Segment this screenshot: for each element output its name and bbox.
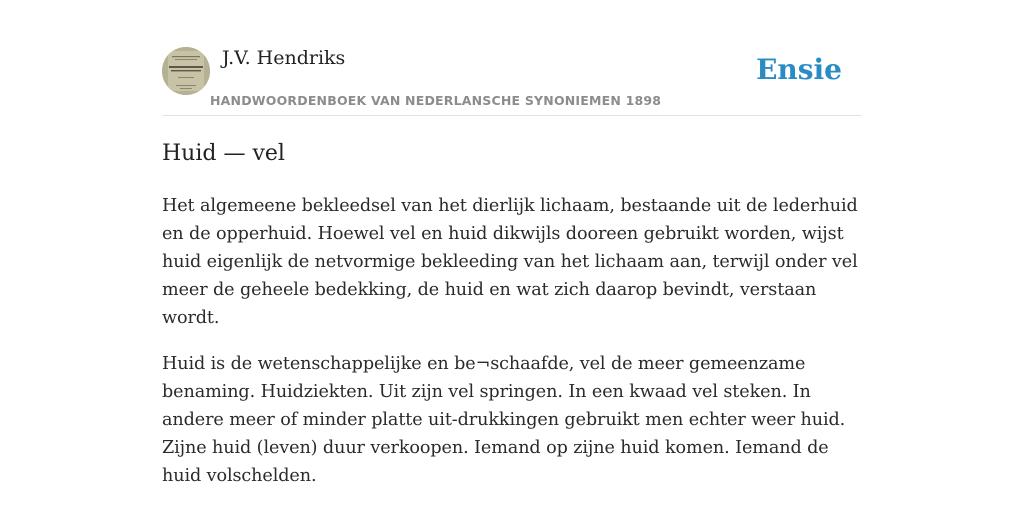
- book-cover-avatar[interactable]: [162, 47, 210, 95]
- author-link[interactable]: J.V. Hendriks: [222, 47, 346, 69]
- entry-paragraph: Het algemeene bekleedsel van het dierlijk lichaam, bestaande uit de lederhuid en de opperhuid. Hoewel vel en huid dikwijls dooreen gebruikt worden, wijst huid eigenlijk de netvormige bekleeding van het lichaam aan, terwijl onder vel meer de geheele bedekking, de huid en wat zich daarop bevindt, verstaan wordt.: [162, 196, 858, 328]
- entry-body: [162, 192, 862, 490]
- entry-content: [162, 138, 862, 490]
- entry-paragraph: Huid is de wetenschappelijke en be¬schaafde, vel de meer gemeenzame benaming. Huidziekten. Uit zijn vel springen. In een kwaad vel steken. In andere meer of minder platte uit-drukkingen gebruikt men echter weer huid. Zijne huid (leven) duur verkoopen. Iemand op zijne huid komen. Iemand de huid volschelden.: [162, 354, 846, 486]
- header: [162, 46, 862, 116]
- ensie-logo[interactable]: Ensie: [756, 53, 842, 86]
- entry-title: Huid — vel: [162, 141, 285, 166]
- book-title-link[interactable]: HANDWOORDENBOEK VAN NEDERLANSCHE SYNONIEMEN 1898: [210, 93, 662, 108]
- book-cover-image: [162, 47, 210, 95]
